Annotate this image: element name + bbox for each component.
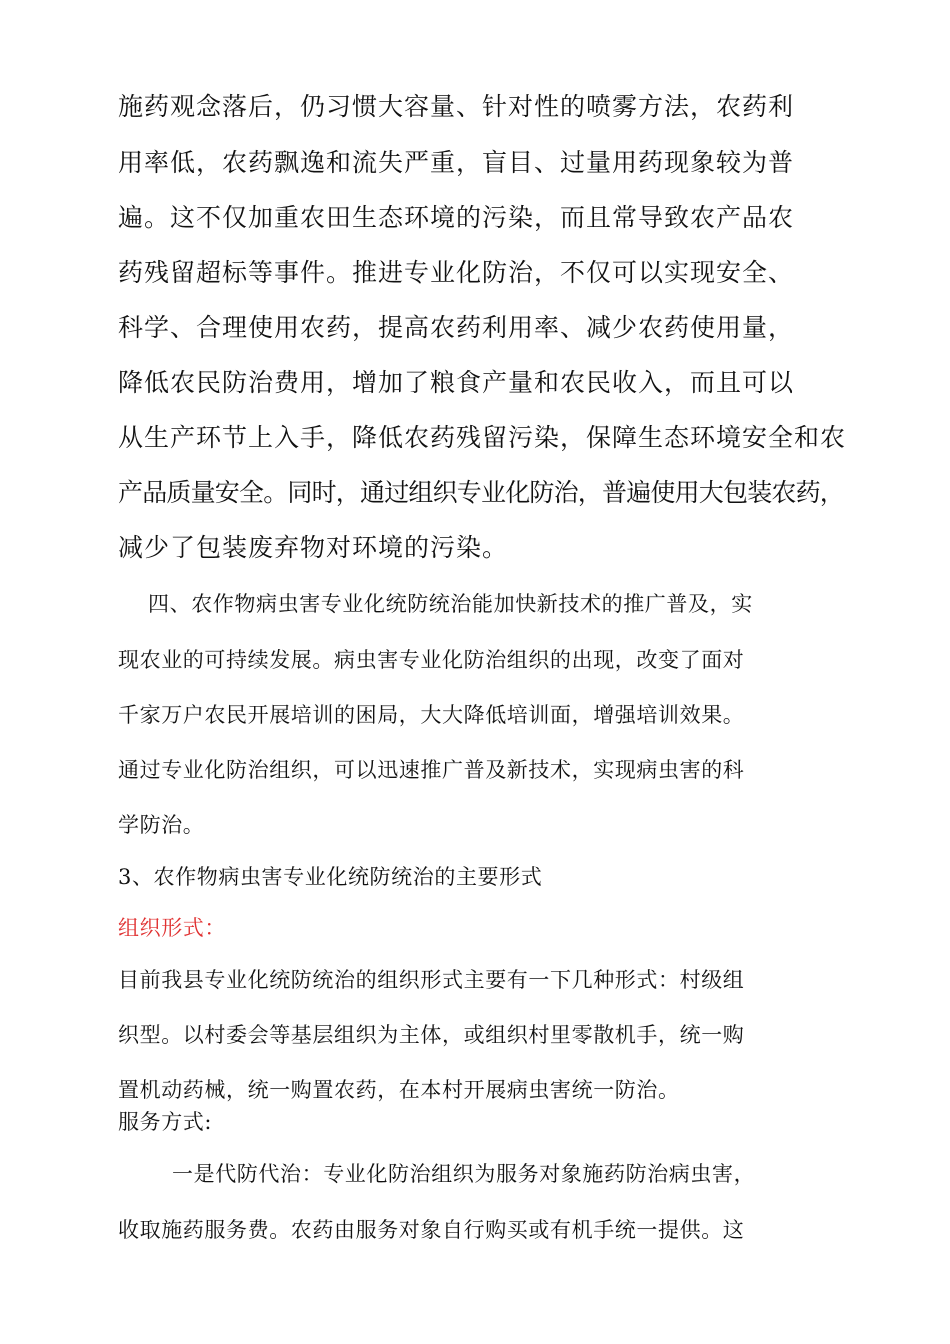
paragraph-2-line-3: 千家万户农民开展培训的困局，大大降低培训面，增强培训效果。 xyxy=(118,703,745,727)
paragraph-2-line-5: 学防治。 xyxy=(118,813,205,837)
paragraph-3-line-3: 置机动药械，统一购置农药，在本村开展病虫害统一防治。 xyxy=(118,1078,680,1102)
service-label: 服务方式: xyxy=(118,1110,213,1134)
paragraph-1-line-1: 施药观念落后，仍习惯大容量、针对性的喷雾方法，农药利 xyxy=(118,92,795,121)
paragraph-2-line-4: 通过专业化防治组织，可以迅速推广普及新技术，实现病虫害的科 xyxy=(118,758,745,782)
paragraph-1-line-3: 遍。这不仅加重农田生态环境的污染，而且常导致农产品农 xyxy=(118,203,795,232)
paragraph-2-line-1: 四、农作物病虫害专业化统防统治能加快新技术的推广普及，实 xyxy=(148,592,753,616)
org-form-label: 组织形式： xyxy=(118,916,226,940)
paragraph-1-line-5: 科学、合理使用农药，提高农药利用率、减少农药使用量， xyxy=(118,313,795,342)
paragraph-4-line-2: 收取施药服务费。农药由服务对象自行购买或有机手统一提供。这 xyxy=(118,1218,745,1242)
paragraph-1-line-8: 产品质量安全。同时，通过组织专业化防治，普遍使用大包装农药， xyxy=(118,478,845,507)
paragraph-4-line-1: 一是代防代治：专业化防治组织为服务对象施药防治病虫害， xyxy=(172,1162,756,1186)
section-heading: 3、农作物病虫害专业化统防统治的主要形式 xyxy=(118,865,543,889)
paragraph-1-line-4: 药残留超标等事件。推进专业化防治，不仅可以实现安全、 xyxy=(118,258,795,287)
paragraph-1-line-9: 减少了包装废弃物对环境的污染。 xyxy=(118,533,509,562)
paragraph-3-line-1: 目前我县专业化统防统治的组织形式主要有一下几种形式：村级组 xyxy=(118,968,745,992)
paragraph-1-line-2: 用率低，农药飘逸和流失严重，盲目、过量用药现象较为普 xyxy=(118,148,795,177)
paragraph-1-line-7: 从生产环节上入手，降低农药残留污染，保障生态环境安全和农 xyxy=(118,423,847,452)
paragraph-3-line-2: 织型。以村委会等基层组织为主体，或组织村里零散机手，统一购 xyxy=(118,1023,745,1047)
paragraph-2-line-2: 现农业的可持续发展。病虫害专业化防治组织的出现，改变了面对 xyxy=(118,648,745,672)
paragraph-1-line-6: 降低农民防治费用，增加了粮食产量和农民收入，而且可以 xyxy=(118,368,795,397)
